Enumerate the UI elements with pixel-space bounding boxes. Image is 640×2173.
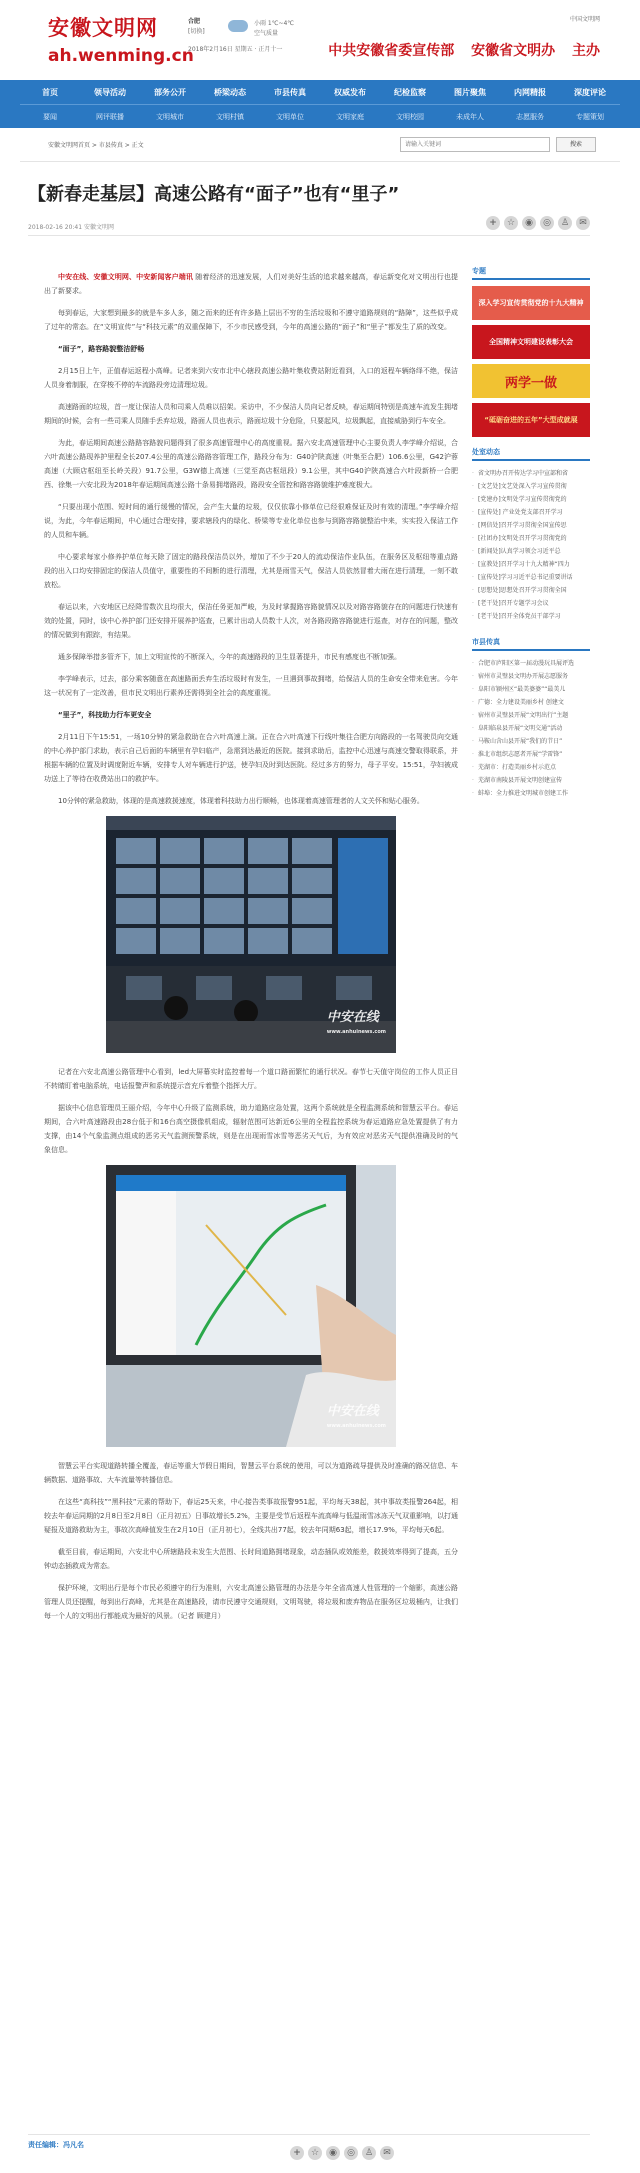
- list-item[interactable]: · [新闻处]认真学习领会习近平总: [472, 545, 590, 558]
- article-paragraph: 保护环境，文明出行是每个市民必须遵守的行为准则，六安北高速公路管理的办法是今年全省高速人性管理的一个缩影，高速公路管理人员还提醒，每到出行高峰，尤其是在高速路段，请市民遵守交通规则，文明驾驶，将垃圾和废弃物品在服务区垃圾桶内，让我们每一个人的文明出行都能成为最好的风景。（记者 顾建月）: [44, 1584, 458, 1620]
- nav-secondary-item[interactable]: 文明城市: [156, 112, 184, 121]
- breadcrumb[interactable]: 安徽文明网首页 > 市县传真 > 正文: [48, 142, 144, 149]
- slogan-host: 主办: [572, 43, 600, 59]
- city-news-list: [472, 657, 590, 800]
- monitoring-room-photo: [106, 816, 396, 1053]
- watermark-text: 中安在线: [326, 1010, 379, 1025]
- photo-watermark: [327, 1405, 386, 1433]
- nav-secondary-item[interactable]: 志愿服务: [516, 112, 544, 121]
- plus-icon[interactable]: +: [486, 216, 500, 230]
- list-item[interactable]: · 蚌埠：全力推进文明城市创建工作: [472, 787, 590, 800]
- list-item[interactable]: · [社团办]文明处召开学习贯彻党的: [472, 532, 590, 545]
- nav-primary-item[interactable]: 内网精报: [514, 87, 546, 97]
- nav-secondary-item[interactable]: 未成年人: [456, 112, 484, 121]
- nav-secondary-item[interactable]: 网评联播: [96, 112, 124, 121]
- article-paragraph: 10分钟的紧急救助，体现的是高速救援速度，体现着科技助力出行顺畅，也体现着高速管理者的人文关怀和贴心服务。: [58, 797, 424, 805]
- article-paragraph: 高速路面的垃圾，首一度让保洁人员和司乘人员难以招架。采访中，不少保洁人员向记者反映，春运期间特别是高速车流发生拥堵期间的时候，会有一些司乘人员随手丢弃垃圾，路面人员也表示，路面垃圾十分危险，只要起风，垃圾飘起，直接威胁到行车安全。: [44, 403, 458, 425]
- weibo-icon[interactable]: ◉: [522, 216, 536, 230]
- list-item[interactable]: · [宣传处]学习习近平总书记重要讲话: [472, 571, 590, 584]
- article-lead: [44, 270, 458, 298]
- city-switch-link[interactable]: [切换]: [188, 28, 205, 35]
- list-item[interactable]: · 宿州市灵璧县开展“文明出行”主题: [472, 709, 590, 722]
- footer-divider: [28, 2134, 590, 2135]
- list-item[interactable]: · 芜湖市：打造美丽乡村示范点: [472, 761, 590, 774]
- watermark-url: www.anhuinews.com: [326, 1423, 386, 1429]
- person-icon[interactable]: ♙: [558, 216, 572, 230]
- article-paragraph: 2月11日下午15:51，一场10分钟的紧急救助在合六叶高速上演。正在合六叶高速下行线叶集往合肥方向路段的一名驾驶员向交通的中心养护部门求助，表示自己后面的车辆里有孕妇临产，急需到达最近的医院。接到求助后，监控中心迅速与高速交警取得联系，并根据车辆的位置及时调度附近车辆，安排专人对车辆进行护送，使孕妇及时到达医院。经过多方的努力，母子平安。15:51，孕妇被成功送上了等待在收费站出口的救护车。: [44, 733, 458, 783]
- article-paragraph: 通多保障举措多管齐下，加上文明宣传的不断深入，今年的高速路段的卫生显著提升，市民有感度也不断加强。: [58, 653, 401, 661]
- nav-primary-item[interactable]: 首页: [42, 87, 58, 97]
- list-item[interactable]: · 合肥市庐阳区第一届动漫玩具展评选: [472, 657, 590, 670]
- article-paragraph: “只要出现小范围、短时间的通行缓慢的情况，会产生大量的垃圾，仅仅依靠小修单位已经很难保证及时有效的清理。”李学峰介绍说，为此，今年春运期间，中心通过合理安排，要求辖段内的绿化、桥梁等专业化单位也参与到路容路貌整治中来，实实投入保洁工作的人员和车辆。: [44, 503, 458, 539]
- watermark-url: www.anhuinews.com: [326, 1029, 386, 1035]
- article-paragraph: 智慧云平台实现道路转播全覆盖，春运等重大节假日期间，智慧云平台系统的使用，可以为道路疏导提供及时准确的路况信息、车辆数据、道路事故、大车流量等转播信息。: [44, 1462, 458, 1484]
- topic-banner-commendation[interactable]: 全国精神文明建设表彰大会: [472, 325, 590, 359]
- article-meta: 2018-02-16 20:41 安徽文明网: [28, 224, 114, 231]
- platform-screen-photo: [106, 1165, 396, 1447]
- nav-secondary-item[interactable]: 文明村镇: [216, 112, 244, 121]
- star-icon[interactable]: ☆: [308, 2146, 322, 2160]
- list-item[interactable]: · 阜阳临泉县开展“文明交通”活动: [472, 722, 590, 735]
- mail-icon[interactable]: ✉: [380, 2146, 394, 2160]
- list-item[interactable]: · 淮北市组织志愿者开展“学雷锋”: [472, 748, 590, 761]
- list-item[interactable]: · 马鞍山含山县开展“我们的节日”: [472, 735, 590, 748]
- person-icon[interactable]: ♙: [362, 2146, 376, 2160]
- sidebar-city-head: 市县传真: [472, 637, 590, 651]
- slogan-office: 安徽省文明办: [471, 43, 556, 59]
- sidebar: [472, 266, 590, 814]
- focus-news-list: [472, 467, 590, 623]
- nav-primary-item[interactable]: 桥梁动态: [214, 87, 246, 97]
- nav-secondary-item[interactable]: 专题策划: [576, 112, 604, 121]
- nav-primary-item[interactable]: 权威发布: [334, 87, 366, 97]
- nav-primary-item[interactable]: 纪检监察: [394, 87, 426, 97]
- responsible-editor: 责任编辑：冯凡名: [28, 2141, 84, 2149]
- topic-banner-exhibition[interactable]: “砥砺奋进的五年”大型成就展: [472, 403, 590, 437]
- star-icon[interactable]: ☆: [504, 216, 518, 230]
- wechat-icon[interactable]: ◎: [344, 2146, 358, 2160]
- section-heading: “里子”，科技助力行车更安全: [58, 711, 152, 719]
- nav-primary-item[interactable]: 领导活动: [94, 87, 126, 97]
- share-toolbar: [486, 216, 590, 230]
- list-item[interactable]: · 省文明办召开传达学习中宣部和省: [472, 467, 590, 480]
- weather-temp: 小雨 1℃~4℃: [254, 20, 295, 27]
- nav-secondary-item[interactable]: 文明单位: [276, 112, 304, 121]
- list-item[interactable]: · 阜阳市颍州区“最美婆婆”“最美儿: [472, 683, 590, 696]
- article-title: 【新春走基层】高速公路有“面子”也有“里子”: [28, 184, 400, 205]
- list-item[interactable]: · [老干处]召开全体党员干部学习: [472, 610, 590, 623]
- list-item[interactable]: · 宿州市灵璧县文明办开展志愿服务: [472, 670, 590, 683]
- weather-city: 合肥: [188, 18, 201, 25]
- nav-secondary-item[interactable]: 文明家庭: [336, 112, 364, 121]
- nav-primary-item[interactable]: 部务公开: [154, 87, 186, 97]
- article-paragraph: 记者在六安北高速公路管理中心看到，led大屏幕实时监控着每一个道口路面繁忙的通行状况。春节七天值守岗位的工作人员正目不转睛盯着电脑系统，电话报警声和系统提示音充斥着整个指挥大厅。: [44, 1068, 458, 1090]
- list-item[interactable]: · 芜湖市南陵县开展文明创建宣传: [472, 774, 590, 787]
- plus-icon[interactable]: +: [290, 2146, 304, 2160]
- site-domain[interactable]: ah.wenming.cn: [48, 46, 194, 66]
- slogan-party: 中共安徽省委宣传部: [328, 43, 455, 59]
- article-paragraph: 春运以来，六安地区已经降雪数次且均很大，保洁任务更加严峻，为及时掌握路容路貌情况以及对路容路貌存在的问题进行快速有效的处置，同时，该中心养护部门还安排开展养护巡查，已累计出动人员数十人次，对各路段路容路貌进行巡查，对存在的问题，整改的情况做到有跟踪，有结果。: [44, 603, 458, 639]
- article-paragraph: 李学峰表示，过去，部分乘客随意在高速路面丢弃生活垃圾时有发生，一旦遇到事故拥堵，给保洁人员的生命安全带来危害。今年这一状况有了一定改善，但市民文明出行素养还需得到全社会的高度重视。: [44, 675, 458, 697]
- list-item[interactable]: · [老干处]召开专题学习会议: [472, 597, 590, 610]
- topic-banner-19th[interactable]: 深入学习宣传贯彻党的十九大精神: [472, 286, 590, 320]
- topic-banner-two-studies[interactable]: 两学一做: [472, 364, 590, 398]
- article-meta-bar: [28, 218, 590, 236]
- weather-air: 空气质量: [254, 30, 279, 37]
- mail-icon[interactable]: ✉: [576, 216, 590, 230]
- search-button[interactable]: 搜索: [556, 137, 596, 152]
- nav-primary-item[interactable]: 图片聚焦: [454, 87, 486, 97]
- watermark-text: 中安在线: [326, 1404, 379, 1419]
- article-paragraph: 2月15日上午，正值春运返程小高峰。记者来到六安市北中心辖段高速公路叶集收费站附近看到，入口的返程车辆络绎不绝，保洁人员身着制服，在穿梭不停的车流路段旁边清理垃圾。: [44, 367, 458, 389]
- article-paragraph: 每到春运，大家想到最多的就是车多人多，随之而来的还有许多路上层出不穷的生活垃圾和不遵守道路规则的“路障”，这些似乎成了过年的常态。在“文明宣传”与“科技元素”的双重保障下，不少市民感受到，今年的高速公路的“面子”和“里子”都发生了质的改变。: [44, 309, 458, 331]
- list-item[interactable]: · [思想处]思想处召开学习贯彻全国: [472, 584, 590, 597]
- list-item[interactable]: · [党建办]文明处学习宣传贯彻党的: [472, 493, 590, 506]
- lead-text: 随着经济的迅速发展，人们对美好生活的追求越来越高，春运新变化对文明出行也提出了新要求。: [44, 273, 459, 295]
- article-paragraph: 据该中心信息管理员王丽介绍，今年中心升级了监测系统，助力道路应急处置，这两个系统就是全程监测系统和智慧云平台。春运期间，合六叶高速路段由28台低于和16台高空摄像机组成，辐射范围可达新近6公里的全程监控系统为春运道路应急处置提供了有力支撑，由14个气象监测点组成的恶劣天气监测预警系统，则是在出现雨雪冰雪等恶劣天气后，为有效应对恶劣天气提供准确及时的气象信息。: [44, 1104, 458, 1154]
- article-body: [44, 270, 458, 1631]
- wechat-icon[interactable]: ◎: [540, 216, 554, 230]
- list-item[interactable]: · [宣教处]召开学习十九大精神“四力: [472, 558, 590, 571]
- nav-secondary-item[interactable]: 文明校园: [396, 112, 424, 121]
- list-item[interactable]: · [宣传处] 产业处党支部召开学习: [472, 506, 590, 519]
- article-paragraph: 中心要求每家小修养护单位每天除了固定的路段保洁员以外，增加了不少于20人的流动保洁作业队伍，在服务区及枢纽等重点路段的出入口均安排固定的保洁人员值守，重要性的不间断的进行清理，尤其是雨雪天气，保洁人员依然冒着大雨在进行清理，一刻不敢放松。: [44, 553, 458, 589]
- photo-watermark: [327, 1011, 386, 1039]
- nav-primary-item[interactable]: 深度评论: [574, 87, 606, 97]
- section-heading: “面子”，路容路貌整洁舒畅: [58, 345, 145, 353]
- sidebar-focus-head: 处室动态: [472, 447, 590, 461]
- share-toolbar-bottom: [290, 2146, 394, 2160]
- article-paragraph: 为此，春运期间高速公路路容路貌问题得到了很多高速管理中心的高度重视。据六安北高速管理中心主要负责人李学峰介绍说，合六叶高速公路现养护里程全长207.4公里的高速公路路容管理工作，路段分布为：G40沪陕高速（叶集至合肥）106.6公里，G42沪蓉高速（大顾店枢纽至长岭关段）91.7公里，G3W德上高速（三觉至高店枢纽段）9.1公里，其中G40沪陕高速合六叶段新桥一合肥西、徐集一六安北段为2018年春运期间高速公路十条易拥堵路段，路段安全管控和路容路貌维护难度极大。: [44, 439, 458, 489]
- nav-primary-item[interactable]: 市县传真: [274, 87, 306, 97]
- article-paragraph: 在这些“高科技”“黑科技”元素的帮助下，春运25天来，中心接告类事故报警951起，平均每天38起，其中事故类报警264起，相较去年春运同期的2月8日至2月8日（正月初五）日事故增长5.2%，主要是受节后返程车流高峰与低温雨雪冰冻天气双重影响，以打通疑报及道路救助为主，事故次高峰值发生在2月10日（正月初七），全线共出77起，较去年同期63起，增长17.9%，平均每天6起。: [44, 1498, 458, 1534]
- article-paragraph: 截至目前，春运期间，六安北中心所辖路段未发生大范围、长时间道路拥堵现象，动态插队或效能差，救援效率得到了提高，五分钟动态插救成为常态。: [44, 1548, 458, 1570]
- weibo-icon[interactable]: ◉: [326, 2146, 340, 2160]
- lead-source: 中安在线、安徽文明网、中安新闻客户端讯: [58, 273, 193, 281]
- sidebar-topic-head: 专题: [472, 266, 590, 280]
- list-item[interactable]: · [文艺处]文艺处深入学习宣传贯彻: [472, 480, 590, 493]
- site-logo[interactable]: 安徽文明网: [48, 16, 158, 40]
- list-item[interactable]: · [网信处]召开学习贯彻全国宣传思: [472, 519, 590, 532]
- nav-secondary-item[interactable]: 要闻: [43, 112, 57, 121]
- list-item[interactable]: · 广德：全力建设美丽乡村 创建文: [472, 696, 590, 709]
- current-date: 2018年2月16日 星期五 · 正月十一: [188, 46, 283, 53]
- top-link-wenming[interactable]: 中国文明网: [569, 16, 600, 23]
